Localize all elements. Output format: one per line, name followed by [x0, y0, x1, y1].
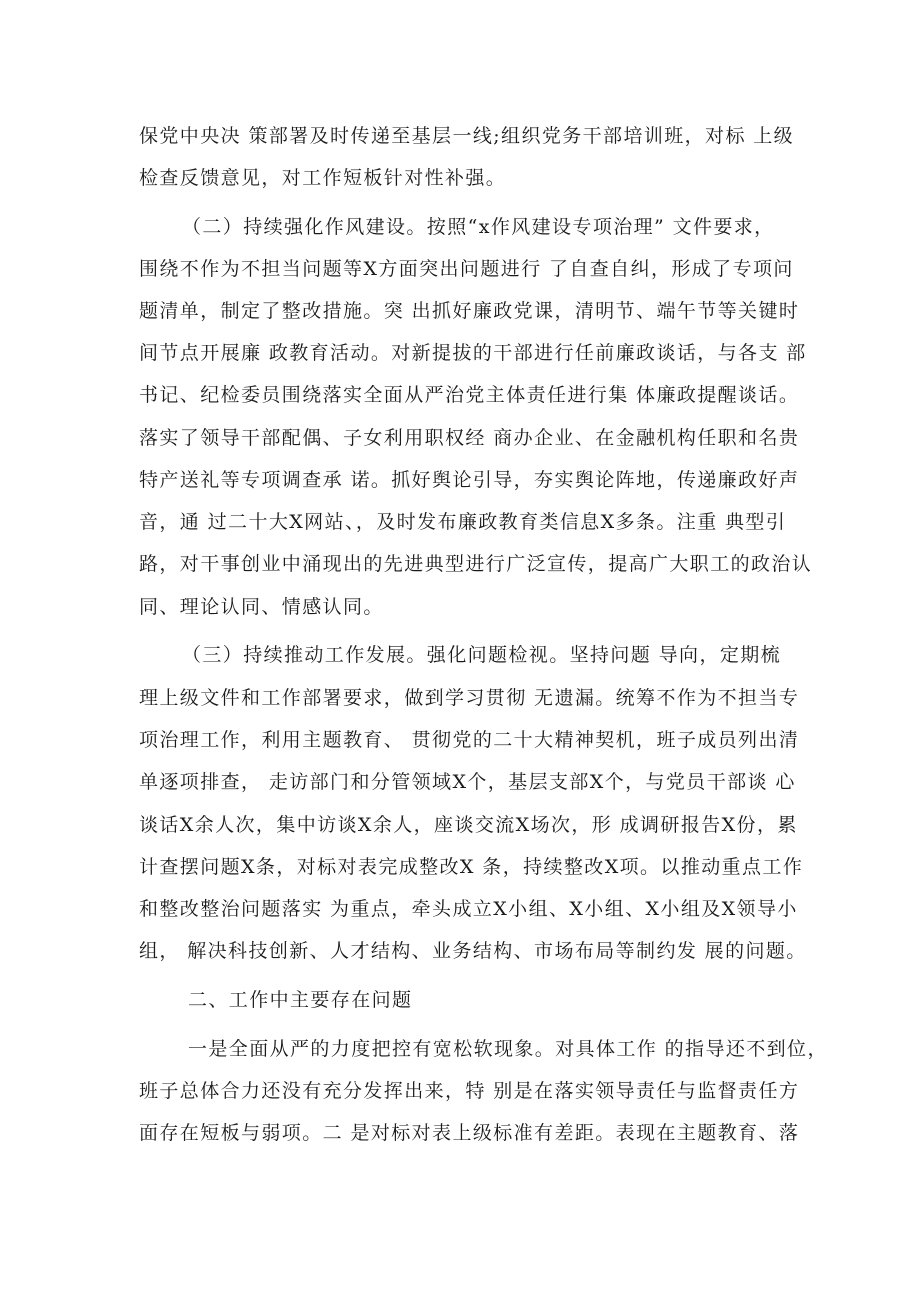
- section-heading: 二、工作中主要存在问题: [188, 989, 413, 1011]
- text-line: 落实了领导干部配偶、子女利用职权经 商办企业、在金融机构任职和名贵: [139, 427, 800, 449]
- text-line: 面存在短板与弱项。二 是对标对表上级标准有差距。表现在主题教育、落: [139, 1122, 800, 1144]
- text-line: 和整改整治问题落实 为重点，牵头成立X小组、X小组、X小组及X领导小: [139, 898, 798, 920]
- text-line: 保党中央决 策部署及时传递至基层一线;组织党务干部培训班，对标 上级: [139, 125, 795, 147]
- text-line: 班子总体合力还没有充分发挥出来，特 别是在落实领导责任与监督责任方: [139, 1080, 800, 1102]
- text-line: 谈话X余人次，集中访谈X余人，座谈交流X场次，形 成调研报告X份，累: [139, 814, 798, 836]
- text-line: 音，通 过二十大X网站、，及时发布廉政教育类信息X多条。注重 典型引: [139, 511, 787, 533]
- text-line: 间节点开展廉 政教育活动。对新提拔的干部进行任前廉政谈话，与各支 部: [139, 342, 807, 364]
- text-line: 组， 解决科技创新、人才结构、业务结构、市场布局等制约发 展的问题。: [139, 940, 807, 962]
- section-3-first-line: （三）持续推动工作发展。强化问题检视。坚持问题 导向，定期梳: [182, 644, 782, 666]
- text-line: 书记、纪检委员围绕落实全面从严治党主体责任进行集 体廉政提醒谈话。: [139, 384, 800, 406]
- text-line: 题清单，制定了整改措施。突 出抓好廉政党课，清明节、端午节等关键时: [139, 300, 800, 322]
- text-line: 计查摆问题X条，对标对表完成整改X 条，持续整改X项。以推动重点工作: [139, 856, 804, 878]
- text-line: 项治理工作，利用主题教育、 贯彻党的二十大精神契机，班子成员列出清: [139, 729, 800, 751]
- text-line: 特产送礼等专项调查承 诺。抓好舆论引导，夯实舆论阵地，传递廉政好声: [139, 469, 800, 491]
- text-line: 路，对干事创业中涌现出的先进典型进行广泛宣传，提高广大职工的政治认: [139, 553, 813, 575]
- text-line: 检查反馈意见，对工作短板针对性补强。: [139, 167, 507, 189]
- text-line: 理上级文件和工作部署要求，做到学习贯彻 无遗漏。统筹不作为不担当专: [139, 687, 800, 709]
- problem-paragraph-first-line: 一是全面从严的力度把控有宽松软现象。对具体工作 的指导还不到位，: [188, 1038, 828, 1060]
- text-line: 围绕不作为不担当问题等X方面突出问题进行 了自查自纠，形成了专项问: [139, 258, 794, 280]
- section-2-first-line: （二）持续强化作风建设。按照“x作风建设专项治理” 文件要求，: [182, 216, 775, 238]
- text-line: 单逐项排查， 走访部门和分管领域X个，基层支部X个，与党员干部谈 心: [139, 771, 796, 793]
- text-line: 同、理论认同、情感认同。: [139, 596, 384, 618]
